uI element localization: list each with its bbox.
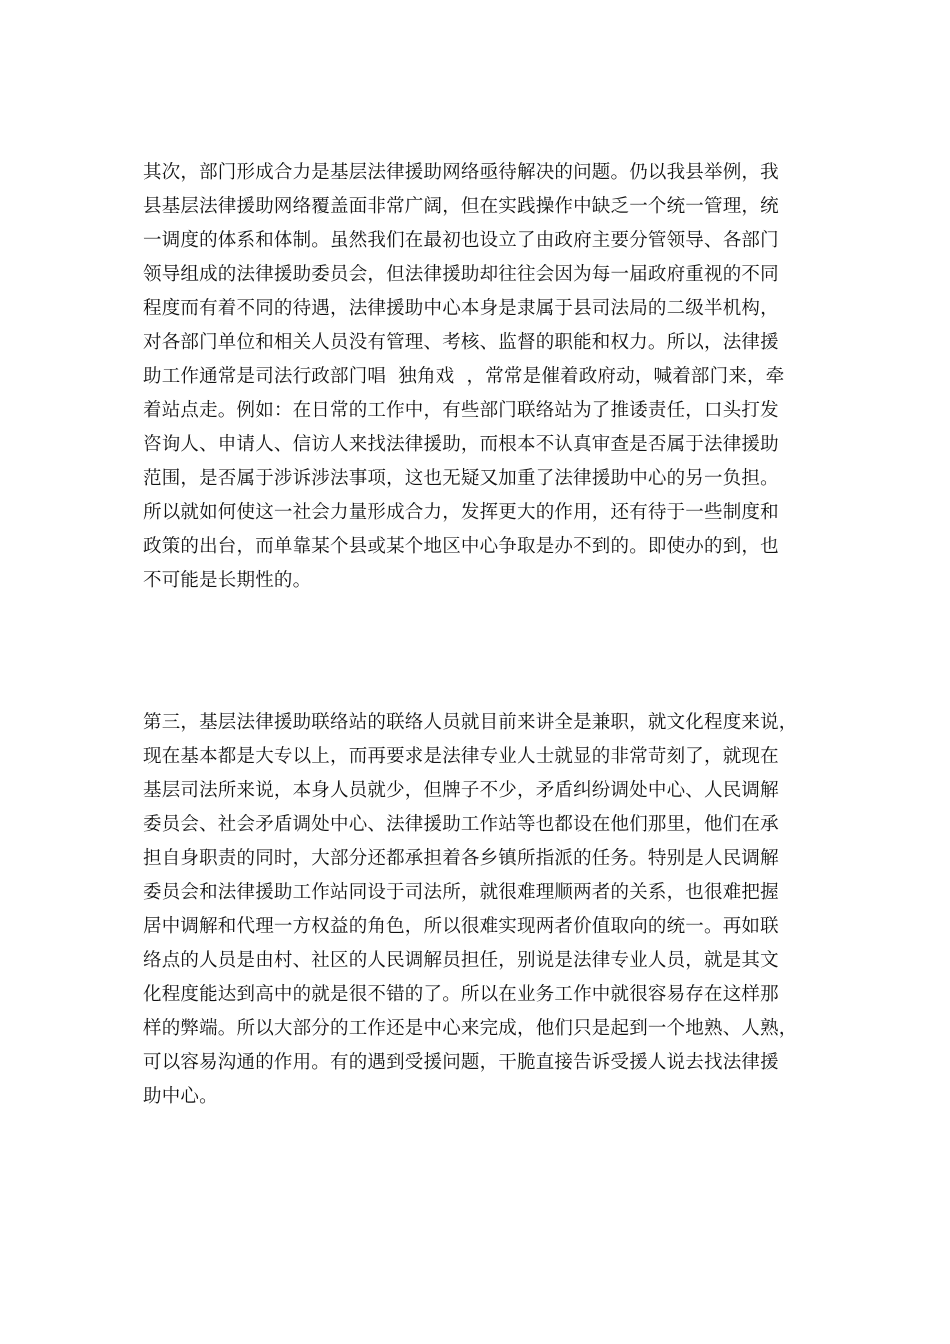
text-line: 咨询人、申请人、信访人来找法律援助，而根本不认真审查是否属于法律援助 [143, 434, 779, 455]
text-line: 所以就如何使这一社会力量形成合力，发挥更大的作用，还有待于一些制度和 [143, 502, 779, 523]
text-line: 委员会、社会矛盾调处中心、法律援助工作站等也都设在他们那里，他们在承 [143, 814, 779, 835]
text-line: 其次，部门形成合力是基层法律援助网络亟待解决的问题。仍以我县举例，我 [143, 162, 779, 183]
text-line: 对各部门单位和相关人员没有管理、考核、监督的职能和权力。所以，法律援 [143, 332, 779, 353]
text-line: 现在基本都是大专以上，而再要求是法律专业人士就显的非常苛刻了，就现在 [143, 746, 779, 767]
text-line: 县基层法律援助网络覆盖面非常广阔，但在实践操作中缺乏一个统一管理，统 [143, 196, 779, 217]
text-line: 样的弊端。所以大部分的工作还是中心来完成，他们只是起到一个地熟、人熟， [143, 1018, 798, 1039]
text-line: 一调度的体系和体制。虽然我们在最初也设立了由政府主要分管领导、各部门 [143, 230, 779, 251]
text-line: 助中心。 [143, 1086, 218, 1107]
text-line: 程度而有着不同的待遇，法律援助中心本身是隶属于县司法局的二级半机构， [143, 298, 779, 319]
text-line: 可以容易沟通的作用。有的遇到受援问题，干脆直接告诉受援人说去找法律援 [143, 1052, 779, 1073]
text-line: 政策的出台，而单靠某个县或某个地区中心争取是办不到的。即使办的到，也 [143, 536, 779, 557]
text-line: 领导组成的法律援助委员会，但法律援助却往往会因为每一届政府重视的不同 [143, 264, 779, 285]
paragraph-coordination [143, 156, 808, 598]
text-line: 助工作通常是司法行政部门唱 独角戏 ，常常是催着政府动，喊着部门来，牵 [143, 366, 785, 387]
paragraph-liaison-staff [143, 706, 808, 1114]
text-line: 委员会和法律援助工作站同设于司法所，就很难理顺两者的关系，也很难把握 [143, 882, 779, 903]
text-line: 居中调解和代理一方权益的角色，所以很难实现两者价值取向的统一。再如联 [143, 916, 779, 937]
text-line: 化程度能达到高中的就是很不错的了。所以在业务工作中就很容易存在这样那 [143, 984, 779, 1005]
text-line: 第三，基层法律援助联络站的联络人员就目前来讲全是兼职，就文化程度来说， [143, 712, 798, 733]
text-line: 着站点走。例如：在日常的工作中，有些部门联络站为了推诿责任，口头打发 [143, 400, 779, 421]
text-line: 不可能是长期性的。 [143, 570, 312, 591]
text-line: 担自身职责的同时，大部分还都承担着各乡镇所指派的任务。特别是人民调解 [143, 848, 779, 869]
text-line: 络点的人员是由村、社区的人民调解员担任，别说是法律专业人员，就是其文 [143, 950, 779, 971]
text-line: 基层司法所来说，本身人员就少，但牌子不少，矛盾纠纷调处中心、人民调解 [143, 780, 779, 801]
text-line: 范围，是否属于涉诉涉法事项，这也无疑又加重了法律援助中心的另一负担。 [143, 468, 779, 489]
